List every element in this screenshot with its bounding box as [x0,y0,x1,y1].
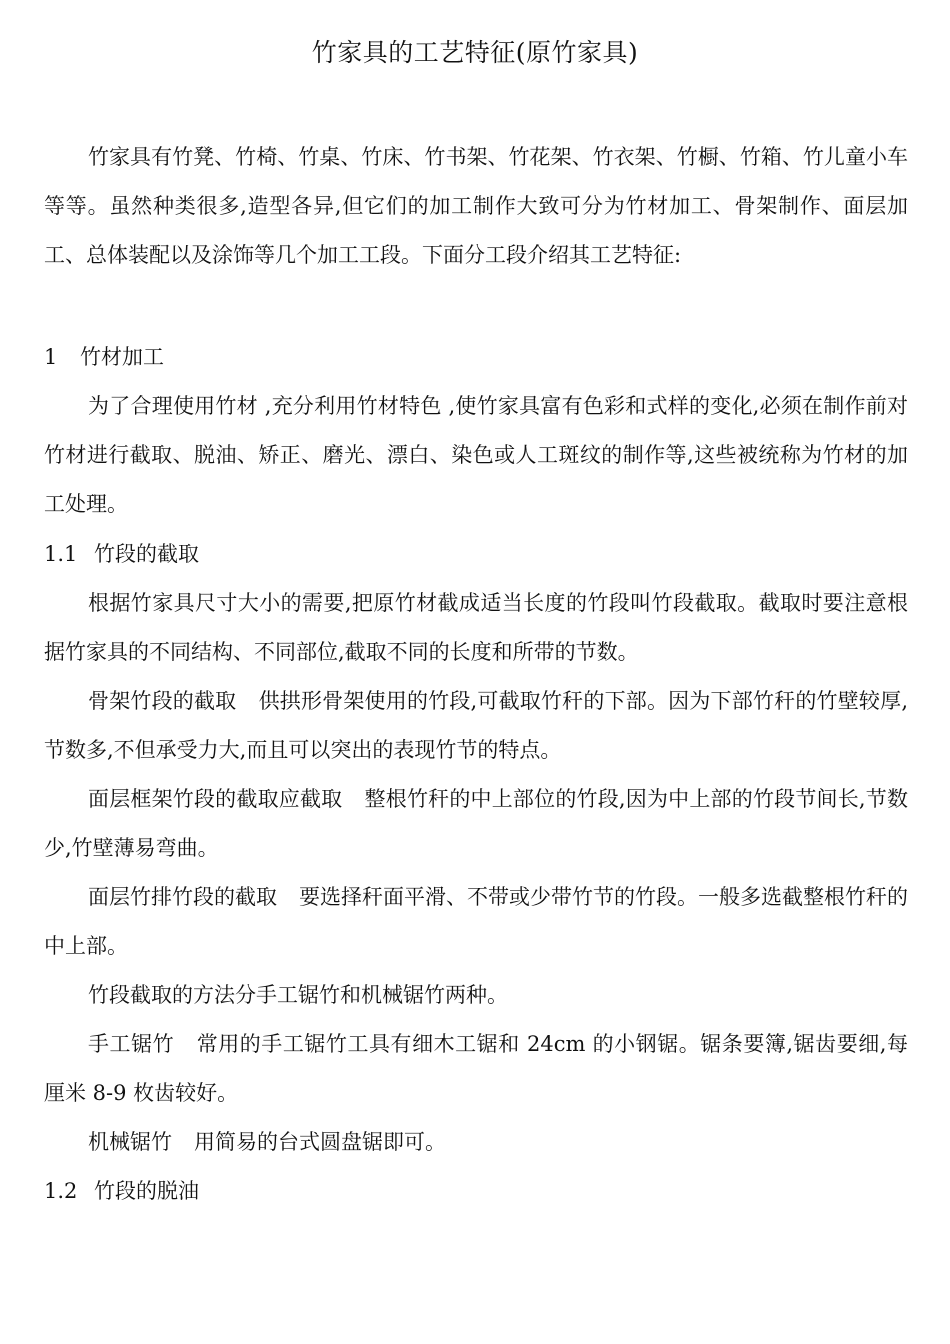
paragraph-cutting-intro: 根据竹家具尺寸大小的需要,把原竹材截成适当长度的竹段叫竹段截取。截取时要注意根据竹家具的不同结构、不同部位,截取不同的长度和所带的节数。 [44,591,908,664]
section-title: 竹段的截取 [94,542,199,566]
section-title: 竹材加工 [80,345,164,369]
paragraph-body: 供拱形骨架使用的竹段,可截取竹秆的下部。因为下部竹秆的竹壁较厚,节数多,不但承受力大,而且可以突出的表现竹节的特点。 [44,689,908,762]
paragraph-hand-sawing [44,1020,908,1118]
section-number: 1 [44,345,58,369]
section-1-2-heading [44,1167,908,1216]
paragraph-surface-row-cutting [44,873,908,971]
section-number: 1.2 [44,1179,78,1203]
paragraph-body: 要选择秆面平滑、不带或少带竹节的竹段。一般多选截整根竹秆的中上部。 [44,885,908,958]
paragraph-machine-sawing [44,1118,908,1167]
paragraph-lead: 骨架竹段的截取 [88,689,237,713]
paragraph-frame-cutting [44,677,908,775]
paragraph-body: 常用的手工锯竹工具有细木工锯和 24cm 的小钢锯。锯条要簿,锯齿要细,每厘米 8-9 枚齿较好。 [44,1032,908,1105]
section-1-heading [44,333,908,382]
paragraph-lead: 面层竹排竹段的截取 [88,885,277,909]
paragraph-lead: 手工锯竹 [88,1032,175,1056]
section-1-paragraph: 为了合理使用竹材 ,充分利用竹材特色 ,使竹家具富有色彩和式样的变化,必须在制作前对竹材进行截取、脱油、矫正、磨光、漂白、染色或人工斑纹的制作等,这些被统称为竹材的加工处理。 [44,394,908,516]
intro-paragraph: 竹家具有竹凳、竹椅、竹桌、竹床、竹书架、竹花架、竹衣架、竹橱、竹箱、竹儿童小车等等。虽然种类很多,造型各异,但它们的加工制作大致可分为竹材加工、骨架制作、面层加工、总体装配以及涂饰等几个加工工段。下面分工段介绍其工艺特征: [44,145,908,267]
paragraph-lead: 面层框架竹段的截取应截取 [88,787,343,811]
paragraph-body: 用简易的台式圆盘锯即可。 [194,1130,446,1154]
paragraph-cutting-methods: 竹段截取的方法分手工锯竹和机械锯竹两种。 [88,983,508,1007]
section-number: 1.1 [44,542,78,566]
section-title: 竹段的脱油 [94,1179,199,1203]
paragraph-body: 整根竹秆的中上部位的竹段,因为中上部的竹段节间长,节数少,竹壁薄易弯曲。 [44,787,908,860]
section-1-1-heading [44,530,908,579]
document-title: 竹家具的工艺特征(原竹家具) [311,38,639,67]
paragraph-surface-frame-cutting [44,775,908,873]
paragraph-lead: 机械锯竹 [88,1130,172,1154]
